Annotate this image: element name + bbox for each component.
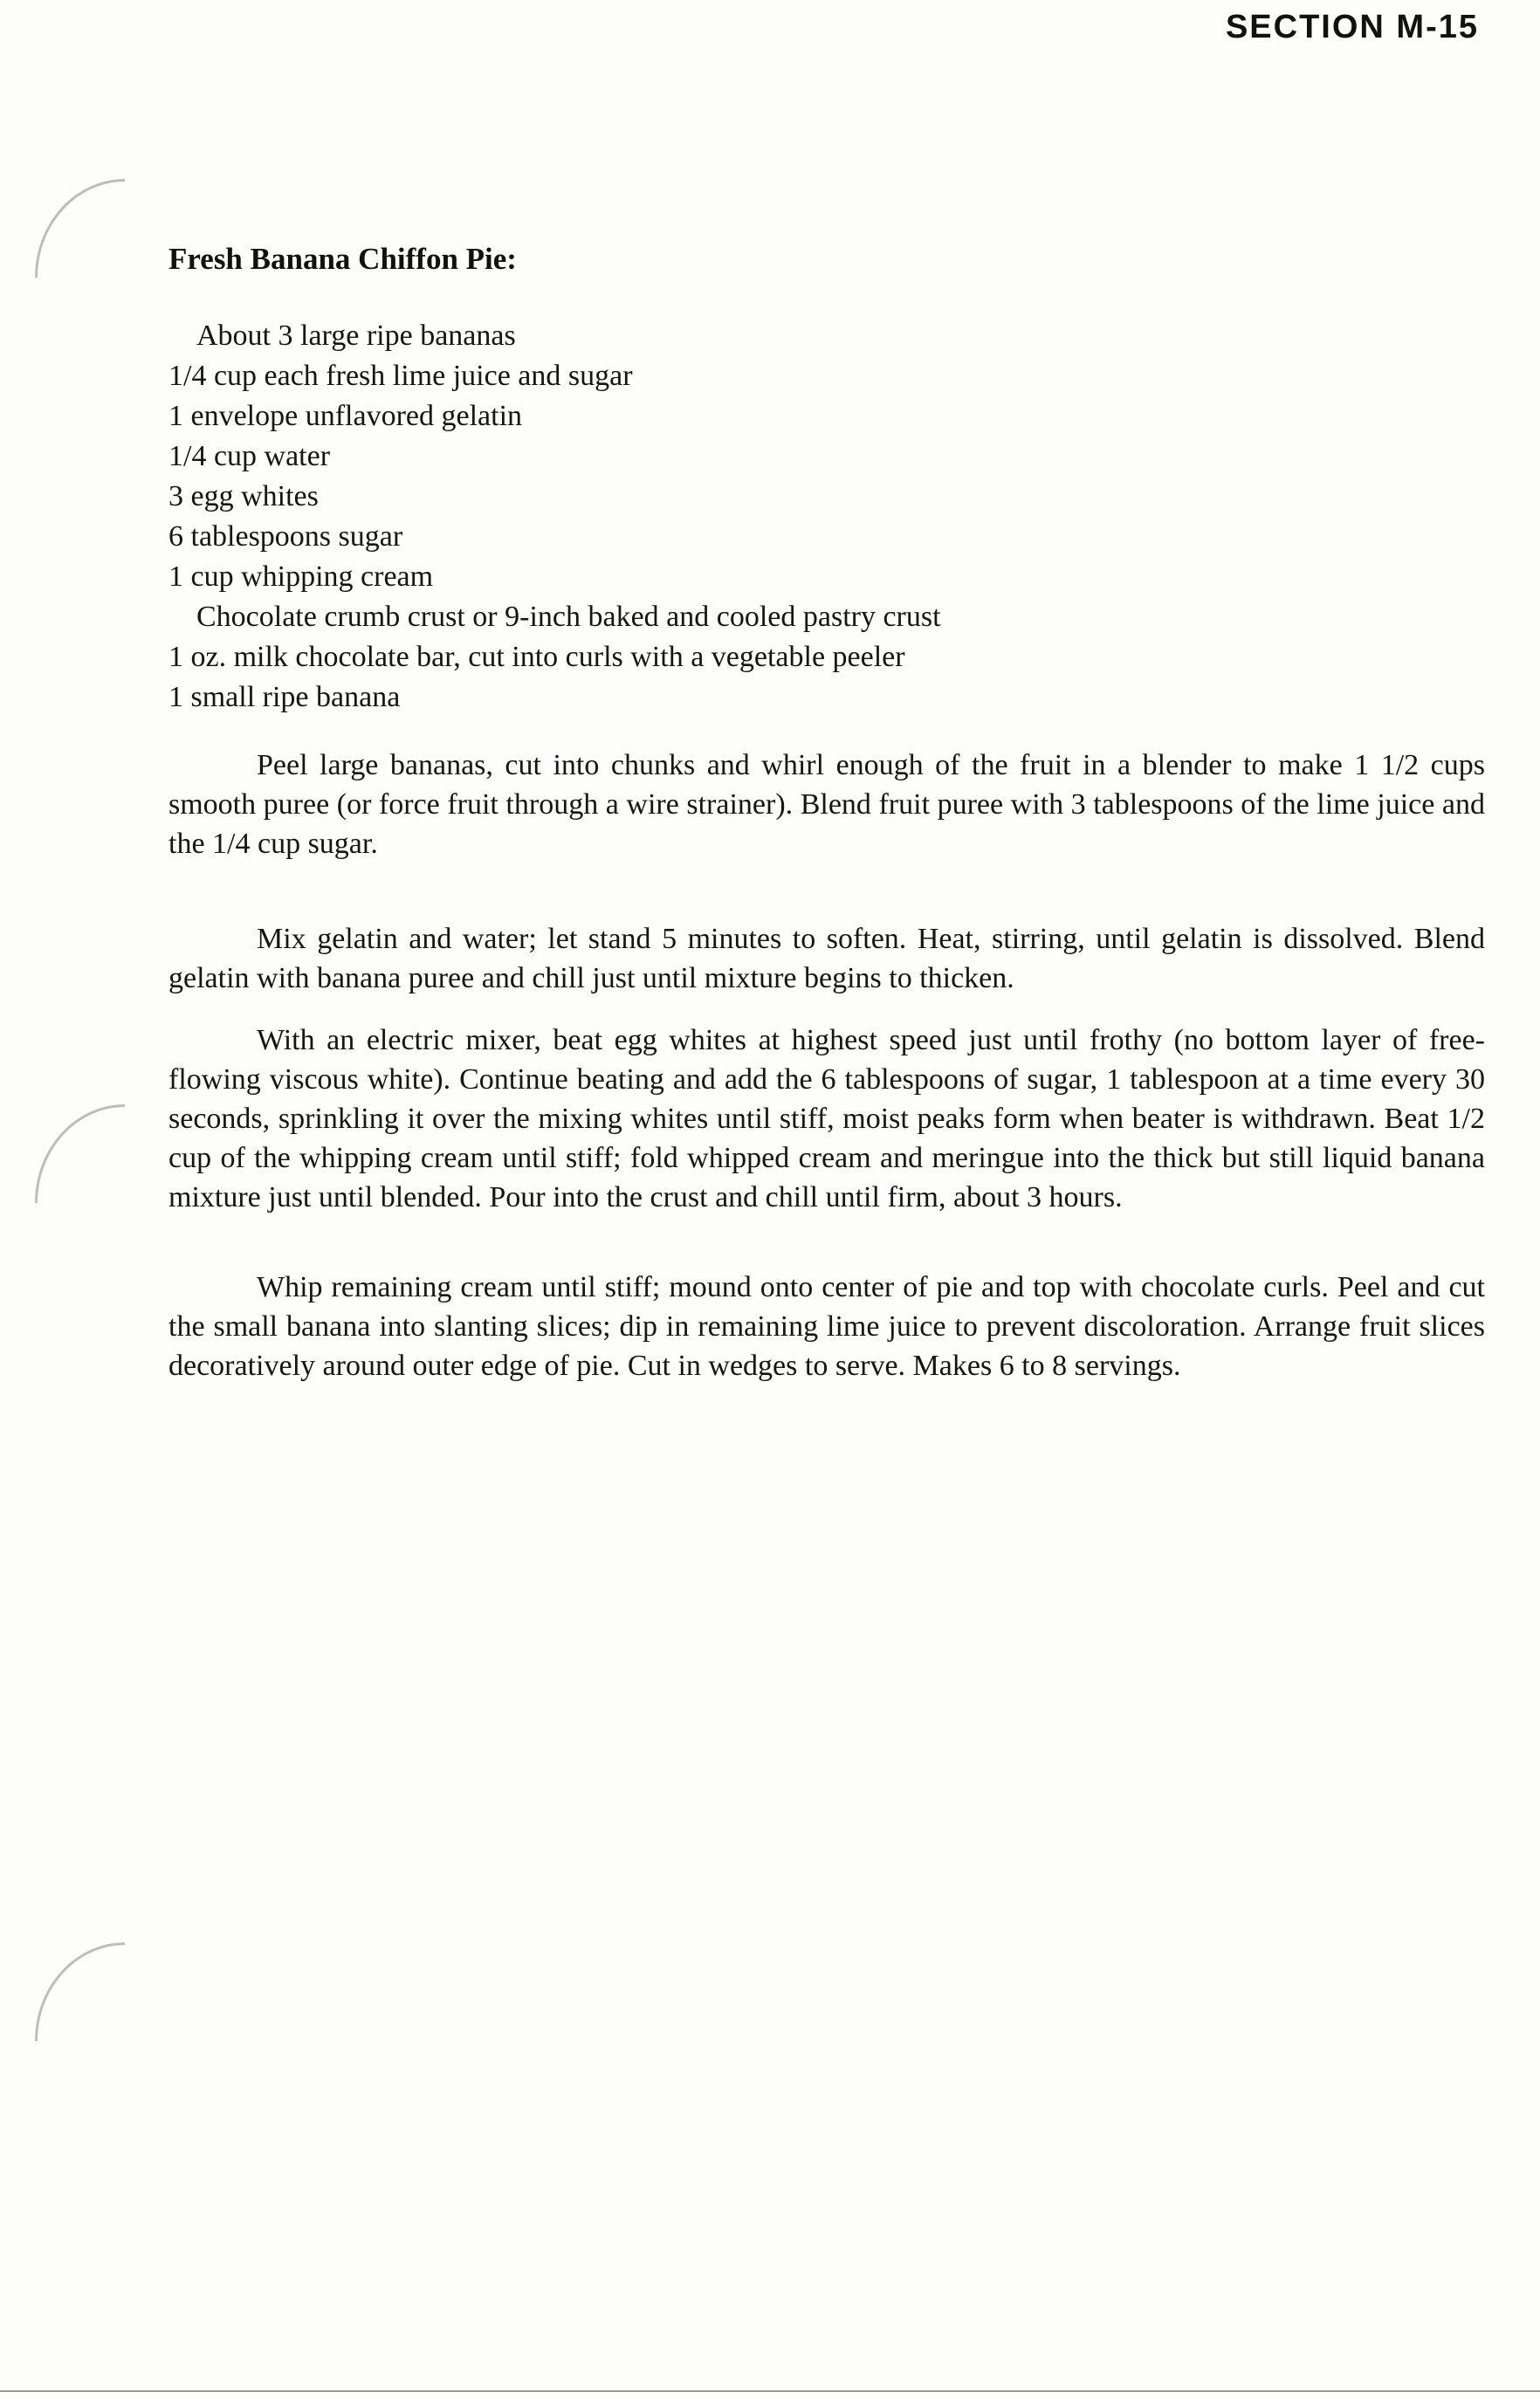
recipe-title: Fresh Banana Chiffon Pie: (168, 242, 517, 276)
ingredient-item: 1 envelope unflavored gelatin (168, 400, 523, 432)
ingredient-item: About 3 large ripe bananas (196, 320, 516, 352)
ingredient-item: Chocolate crumb crust or 9-inch baked and cooled pastry crust (196, 601, 941, 633)
direction-paragraph: Mix gelatin and water; let stand 5 minutes to soften. Heat, stirring, until gelatin is dissolved. Blend gelatin with banana puree and chill just until mixture begins to thicken. (168, 923, 1485, 994)
ingredient-list (168, 316, 941, 718)
direction-paragraph: Peel large bananas, cut into chunks and whirl enough of the fruit in a blender to make 1 1/2 cups smooth puree (or force fruit through a wire strainer). Blend fruit puree with 3 tablespoons of the lime juice and the 1/4 cup sugar. (168, 749, 1485, 860)
ingredient-item: 1/4 cup water (168, 440, 331, 472)
punch-hole-shadow-top (35, 179, 125, 278)
punch-hole-shadow-middle (35, 1104, 125, 1203)
ingredient-item: 1/4 cup each fresh lime juice and sugar (168, 360, 633, 392)
ingredient-item: 1 oz. milk chocolate bar, cut into curls with a vegetable peeler (168, 641, 905, 673)
ingredient-item: 3 egg whites (168, 480, 319, 512)
directions (168, 746, 1485, 1385)
direction-paragraph: With an electric mixer, beat egg whites at highest speed just until frothy (no bottom layer of free-flowing viscous white). Continue beating and add the 6 tablespoons of sugar, 1 tablespoon at a time every 30 seconds, sprinkling it over the mixing whites until stiff, moist peaks form when beater is withdrawn. Beat 1/2 cup of the whipping cream until stiff; fold whipped cream and meringue into the thick but still liquid banana mixture just until blended. Pour into the crust and chill until firm, about 3 hours. (168, 1024, 1485, 1213)
punch-hole-shadow-bottom (35, 1942, 125, 2041)
ingredient-item: 1 small ripe banana (168, 681, 401, 713)
section-header: SECTION M-15 (1225, 9, 1479, 45)
page-bottom-edge (0, 2390, 1540, 2392)
direction-paragraph: Whip remaining cream until stiff; mound onto center of pie and top with chocolate curls. Peel and cut the small banana into slanting slices; dip in remaining lime juice to prevent discoloration. Arrange fruit slices decoratively around outer edge of pie. Cut in wedges to serve. Makes 6 to 8 servings. (168, 1271, 1485, 1382)
ingredient-item: 1 cup whipping cream (168, 560, 434, 593)
ingredient-item: 6 tablespoons sugar (168, 520, 403, 553)
